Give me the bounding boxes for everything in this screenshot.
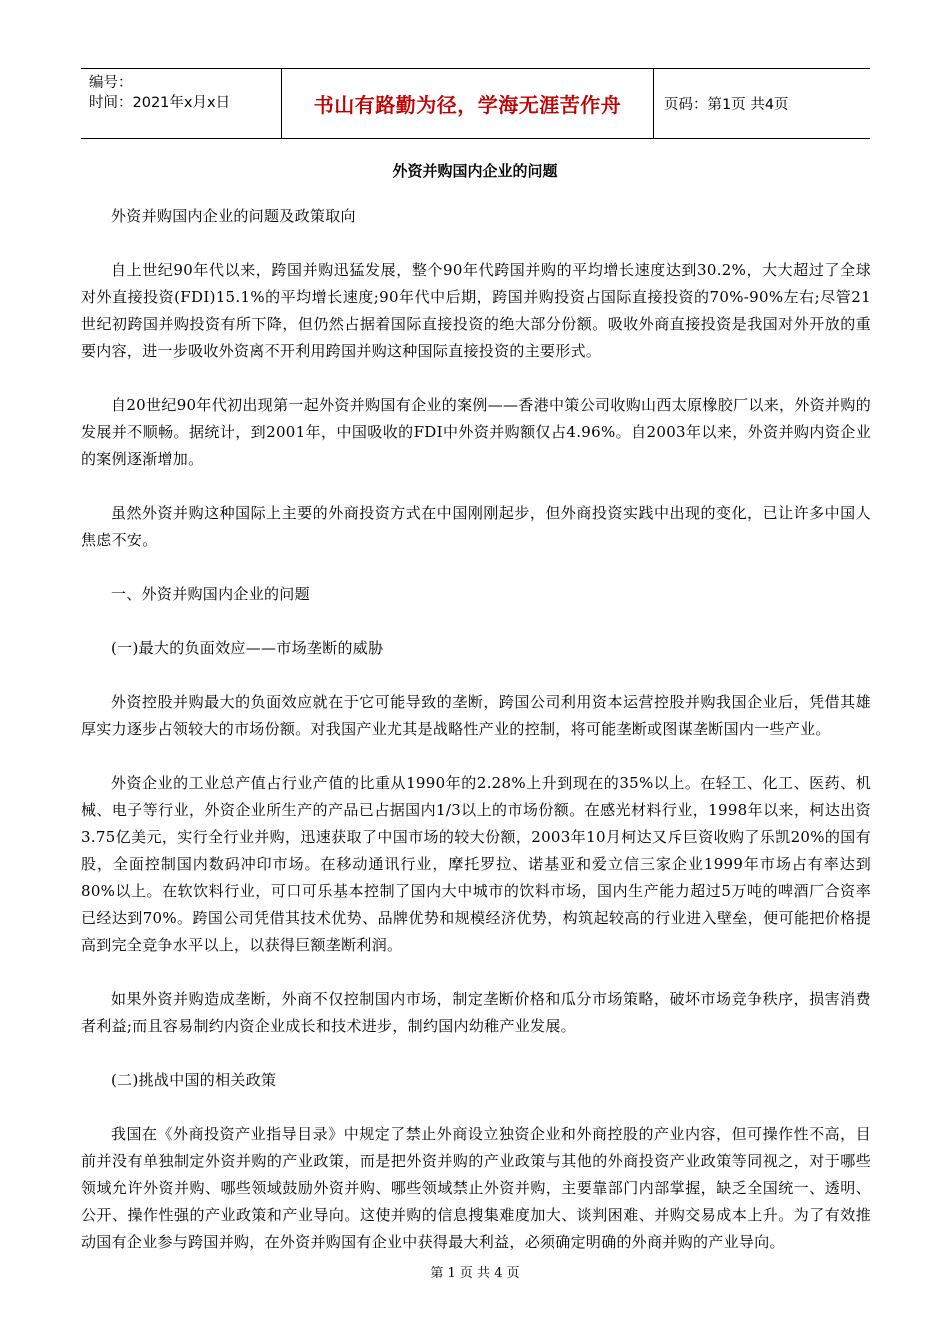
paragraph: 外资控股并购最大的负面效应就在于它可能导致的垄断，跨国公司利用资本运营控股并购我国企业后，凭借其雄厚实力逐步占领较大的市场份额。对我国产业尤其是战略性产业的控制，将可能垄断或图谋垄断国内一些产业。 xyxy=(81,693,871,738)
document-title: 外资并购国内企业的问题 xyxy=(392,162,558,180)
paragraph: 如果外资并购造成垄断，外商不仅控制国内市场，制定垄断价格和瓜分市场策略，破坏市场竞争秩序，损害消费者利益;而且容易制约内资企业成长和技术进步，制约国内幼稚产业发展。 xyxy=(81,990,871,1035)
header-meta xyxy=(89,73,230,113)
paragraph: 虽然外资并购这种国际上主要的外商投资方式在中国刚刚起步，但外商投资实践中出现的变化，已让许多中国人焦虑不安。 xyxy=(81,504,871,549)
header-divider xyxy=(653,69,654,138)
document-date: 时间：2021年x月x日 xyxy=(89,95,231,111)
document-body xyxy=(81,203,871,1283)
section-heading: 一、外资并购国内企业的问题 xyxy=(111,585,310,603)
paragraph-subtitle: 外资并购国内企业的问题及政策取向 xyxy=(111,207,356,225)
header-motto: 书山有路勤为径，学海无涯苦作舟 xyxy=(313,93,622,117)
paragraph: 外资企业的工业总产值占行业产值的比重从1990年的2.28%上升到现在的35%以上。在轻工、化工、医药、机械、电子等行业，外资企业所生产的产品已占据国内1/3以上的市场份额。在感光材料行业，1998年以来，柯达出资3.75亿美元，实行全行业并购，迅速获取了中国市场的较大份额，2003年10月柯达又斥巨资收购了乐凯20%的国有股，全面控制国内数码冲印市场。在移动通讯行业，摩托罗拉、诺基亚和爱立信三家企业1999年市场占有率达到80%以上。在软饮料行业，可口可乐基本控制了国内大中城市的饮料市场，国内生产能力超过5万吨的啤酒厂合资率已经达到70%。跨国公司凭借其技术优势、品牌优势和规模经济优势，构筑起较高的行业进入壁垒，便可能把价格提高到完全竞争水平以上，以获得巨额垄断利润。 xyxy=(81,774,871,954)
page-header xyxy=(81,68,870,139)
header-page-number: 页码：第1页 共4页 xyxy=(664,97,789,113)
paragraph: 我国在《外商投资产业指导目录》中规定了禁止外商设立独资企业和外商控股的产业内容，但可操作性不高，目前并没有单独制定外资并购的产业政策，而是把外资并购的产业政策与其他的外商投资产业政策等同视之，对于哪些领域允许外资并购、哪些领域鼓励外资并购、哪些领域禁止外资并购，主要靠部门内部掌握，缺乏全国统一、透明、公开、操作性强的产业政策和产业导向。这使并购的信息搜集难度加大、谈判困难、并购交易成本上升。为了有效推动国有企业参与跨国并购，在外资并购国有企业中获得最大利益，必须确定明确的外商并购的产业导向。 xyxy=(81,1125,871,1251)
paragraph: 自20世纪90年代初出现第一起外资并购国有企业的案例——香港中策公司收购山西太原橡胶厂以来，外资并购的发展并不顺畅。据统计，到2001年，中国吸收的FDI中外资并购额仅占4.96%。自2003年以来，外资并购内资企业的案例逐渐增加。 xyxy=(81,396,871,468)
paragraph: 自上世纪90年代以来，跨国并购迅猛发展，整个90年代跨国并购的平均增长速度达到30.2%，大大超过了全球对外直接投资(FDI)15.1%的平均增长速度;90年代中后期，跨国并购投资占国际直接投资的70%-90%左右;尽管21世纪初跨国并购投资有所下降，但仍然占据着国际直接投资的绝大部分份额。吸收外商直接投资是我国对外开放的重要内容，进一步吸收外资离不开利用跨国并购这种国际直接投资的主要形式。 xyxy=(81,261,871,360)
page-footer: 第 1 页 共 4 页 xyxy=(430,1266,520,1281)
document-number: 编号： xyxy=(89,75,133,91)
subsection-heading: (一)最大的负面效应——市场垄断的威胁 xyxy=(111,639,384,657)
subsection-heading: (二)挑战中国的相关政策 xyxy=(111,1071,277,1089)
